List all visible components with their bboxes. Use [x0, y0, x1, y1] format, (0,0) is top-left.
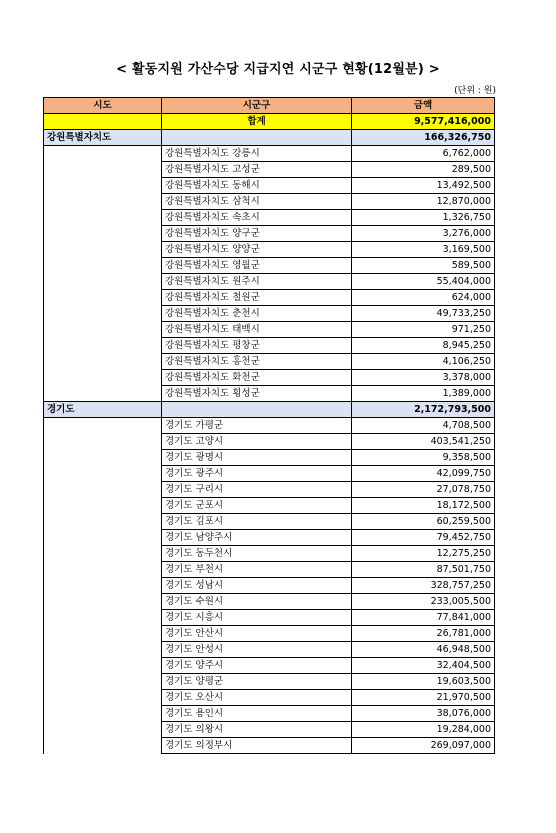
sido-cell [44, 434, 162, 450]
sido-cell [44, 498, 162, 514]
district-name: 강원특별자치도 횡성군 [162, 386, 352, 402]
table-row [44, 530, 495, 546]
district-amount: 3,378,000 [352, 370, 495, 386]
district-amount: 13,492,500 [352, 178, 495, 194]
table-row [44, 162, 495, 178]
sido-cell [44, 562, 162, 578]
header-row [44, 98, 495, 114]
sido-cell [44, 354, 162, 370]
district-name: 경기도 부천시 [162, 562, 352, 578]
district-name: 경기도 시흥시 [162, 610, 352, 626]
district-amount: 4,106,250 [352, 354, 495, 370]
district-name: 강원특별자치도 양양군 [162, 242, 352, 258]
table-row [44, 178, 495, 194]
district-amount: 233,005,500 [352, 594, 495, 610]
district-name: 강원특별자치도 철원군 [162, 290, 352, 306]
sido-cell [44, 306, 162, 322]
district-amount: 32,404,500 [352, 658, 495, 674]
district-amount: 9,358,500 [352, 450, 495, 466]
district-name: 경기도 김포시 [162, 514, 352, 530]
district-amount: 60,259,500 [352, 514, 495, 530]
sido-cell [44, 194, 162, 210]
table-row [44, 274, 495, 290]
district-amount: 42,099,750 [352, 466, 495, 482]
sido-cell [44, 610, 162, 626]
district-name: 경기도 안성시 [162, 642, 352, 658]
district-name: 경기도 광명시 [162, 450, 352, 466]
district-amount: 3,276,000 [352, 226, 495, 242]
district-amount: 1,326,750 [352, 210, 495, 226]
sido-cell [44, 674, 162, 690]
district-name: 강원특별자치도 화천군 [162, 370, 352, 386]
sido-cell [44, 626, 162, 642]
district-name: 경기도 고양시 [162, 434, 352, 450]
district-amount: 12,275,250 [352, 546, 495, 562]
district-amount: 27,078,750 [352, 482, 495, 498]
district-name: 경기도 군포시 [162, 498, 352, 514]
district-amount: 18,172,500 [352, 498, 495, 514]
district-amount: 79,452,750 [352, 530, 495, 546]
table-row [44, 306, 495, 322]
table-row [44, 658, 495, 674]
sido-cell [44, 274, 162, 290]
district-amount: 26,781,000 [352, 626, 495, 642]
region-sigungu-cell [162, 130, 352, 146]
district-amount: 38,076,000 [352, 706, 495, 722]
sido-cell [44, 578, 162, 594]
district-name: 강원특별자치도 속초시 [162, 210, 352, 226]
region-name: 강원특별자치도 [44, 130, 162, 146]
district-amount: 49,733,250 [352, 306, 495, 322]
table-row [44, 434, 495, 450]
district-name: 경기도 양평군 [162, 674, 352, 690]
district-name: 경기도 의왕시 [162, 722, 352, 738]
district-name: 경기도 양주시 [162, 658, 352, 674]
district-amount: 269,097,000 [352, 738, 495, 754]
table-row [44, 674, 495, 690]
region-sigungu-cell [162, 402, 352, 418]
district-amount: 87,501,750 [352, 562, 495, 578]
table-row [44, 514, 495, 530]
table-row [44, 594, 495, 610]
district-amount: 589,500 [352, 258, 495, 274]
district-amount: 77,841,000 [352, 610, 495, 626]
sido-cell [44, 690, 162, 706]
region-row [44, 130, 495, 146]
sido-cell [44, 290, 162, 306]
district-name: 강원특별자치도 영월군 [162, 258, 352, 274]
table-row [44, 242, 495, 258]
district-amount: 3,169,500 [352, 242, 495, 258]
sido-cell [44, 722, 162, 738]
total-row [44, 114, 495, 130]
district-name: 경기도 구리시 [162, 482, 352, 498]
district-name: 강원특별자치도 삼척시 [162, 194, 352, 210]
district-amount: 6,762,000 [352, 146, 495, 162]
table-row [44, 610, 495, 626]
district-amount: 19,284,000 [352, 722, 495, 738]
district-amount: 55,404,000 [352, 274, 495, 290]
sido-cell [44, 450, 162, 466]
district-name: 강원특별자치도 원주시 [162, 274, 352, 290]
total-label: 합계 [162, 114, 352, 130]
district-name: 강원특별자치도 태백시 [162, 322, 352, 338]
header-sigungu: 시군구 [162, 98, 352, 114]
sido-cell [44, 178, 162, 194]
table-row [44, 370, 495, 386]
sido-cell [44, 594, 162, 610]
district-amount: 971,250 [352, 322, 495, 338]
table-row [44, 466, 495, 482]
district-name: 강원특별자치도 고성군 [162, 162, 352, 178]
table-row [44, 498, 495, 514]
sido-cell [44, 146, 162, 162]
sido-cell [44, 338, 162, 354]
table-row [44, 146, 495, 162]
sido-cell [44, 642, 162, 658]
table-row [44, 450, 495, 466]
table-row [44, 690, 495, 706]
sido-cell [44, 322, 162, 338]
district-name: 경기도 오산시 [162, 690, 352, 706]
district-name: 강원특별자치도 강릉시 [162, 146, 352, 162]
district-amount: 46,948,500 [352, 642, 495, 658]
district-name: 경기도 용인시 [162, 706, 352, 722]
sido-cell [44, 210, 162, 226]
sido-cell [44, 466, 162, 482]
district-name: 경기도 안산시 [162, 626, 352, 642]
sido-cell [44, 162, 162, 178]
district-amount: 4,708,500 [352, 418, 495, 434]
sido-cell [44, 738, 162, 754]
table-row [44, 258, 495, 274]
table-row [44, 210, 495, 226]
district-name: 강원특별자치도 춘천시 [162, 306, 352, 322]
district-amount: 12,870,000 [352, 194, 495, 210]
payment-delay-table [43, 97, 495, 754]
district-name: 경기도 성남시 [162, 578, 352, 594]
district-name: 경기도 남양주시 [162, 530, 352, 546]
region-subtotal: 166,326,750 [352, 130, 495, 146]
table-row [44, 290, 495, 306]
district-name: 경기도 광주시 [162, 466, 352, 482]
unit-note: (단위 : 원) [454, 86, 496, 96]
sido-cell [44, 530, 162, 546]
district-name: 강원특별자치도 동해시 [162, 178, 352, 194]
header-sido: 시도 [44, 98, 162, 114]
page-title: < 활동지원 가산수당 지급지연 시군구 현황(12월분) > [116, 62, 440, 77]
district-amount: 8,945,250 [352, 338, 495, 354]
table-row [44, 418, 495, 434]
table-row [44, 386, 495, 402]
table-row [44, 354, 495, 370]
sido-cell [44, 226, 162, 242]
region-subtotal: 2,172,793,500 [352, 402, 495, 418]
sido-cell [44, 514, 162, 530]
district-amount: 328,757,250 [352, 578, 495, 594]
district-amount: 624,000 [352, 290, 495, 306]
district-name: 강원특별자치도 평창군 [162, 338, 352, 354]
district-name: 경기도 의정부시 [162, 738, 352, 754]
table-row [44, 722, 495, 738]
sido-cell [44, 706, 162, 722]
sido-cell [44, 482, 162, 498]
sido-cell [44, 386, 162, 402]
district-name: 강원특별자치도 홍천군 [162, 354, 352, 370]
total-amount: 9,577,416,000 [352, 114, 495, 130]
district-amount: 1,389,000 [352, 386, 495, 402]
district-amount: 19,603,500 [352, 674, 495, 690]
district-name: 경기도 가평군 [162, 418, 352, 434]
district-name: 강원특별자치도 양구군 [162, 226, 352, 242]
sido-cell [44, 658, 162, 674]
sido-cell [44, 242, 162, 258]
region-row [44, 402, 495, 418]
header-amount: 금액 [352, 98, 495, 114]
table-row [44, 338, 495, 354]
table-row [44, 578, 495, 594]
region-name: 경기도 [44, 402, 162, 418]
table-row [44, 738, 495, 754]
district-amount: 403,541,250 [352, 434, 495, 450]
district-amount: 21,970,500 [352, 690, 495, 706]
sido-cell [44, 370, 162, 386]
table-row [44, 546, 495, 562]
district-name: 경기도 동두천시 [162, 546, 352, 562]
table-row [44, 322, 495, 338]
table-row [44, 642, 495, 658]
table-row [44, 194, 495, 210]
table-row [44, 562, 495, 578]
table-row [44, 706, 495, 722]
sido-cell [44, 258, 162, 274]
table-row [44, 626, 495, 642]
sido-cell [44, 418, 162, 434]
total-sido-cell [44, 114, 162, 130]
district-name: 경기도 수원시 [162, 594, 352, 610]
district-amount: 289,500 [352, 162, 495, 178]
table-row [44, 226, 495, 242]
sido-cell [44, 546, 162, 562]
table-row [44, 482, 495, 498]
